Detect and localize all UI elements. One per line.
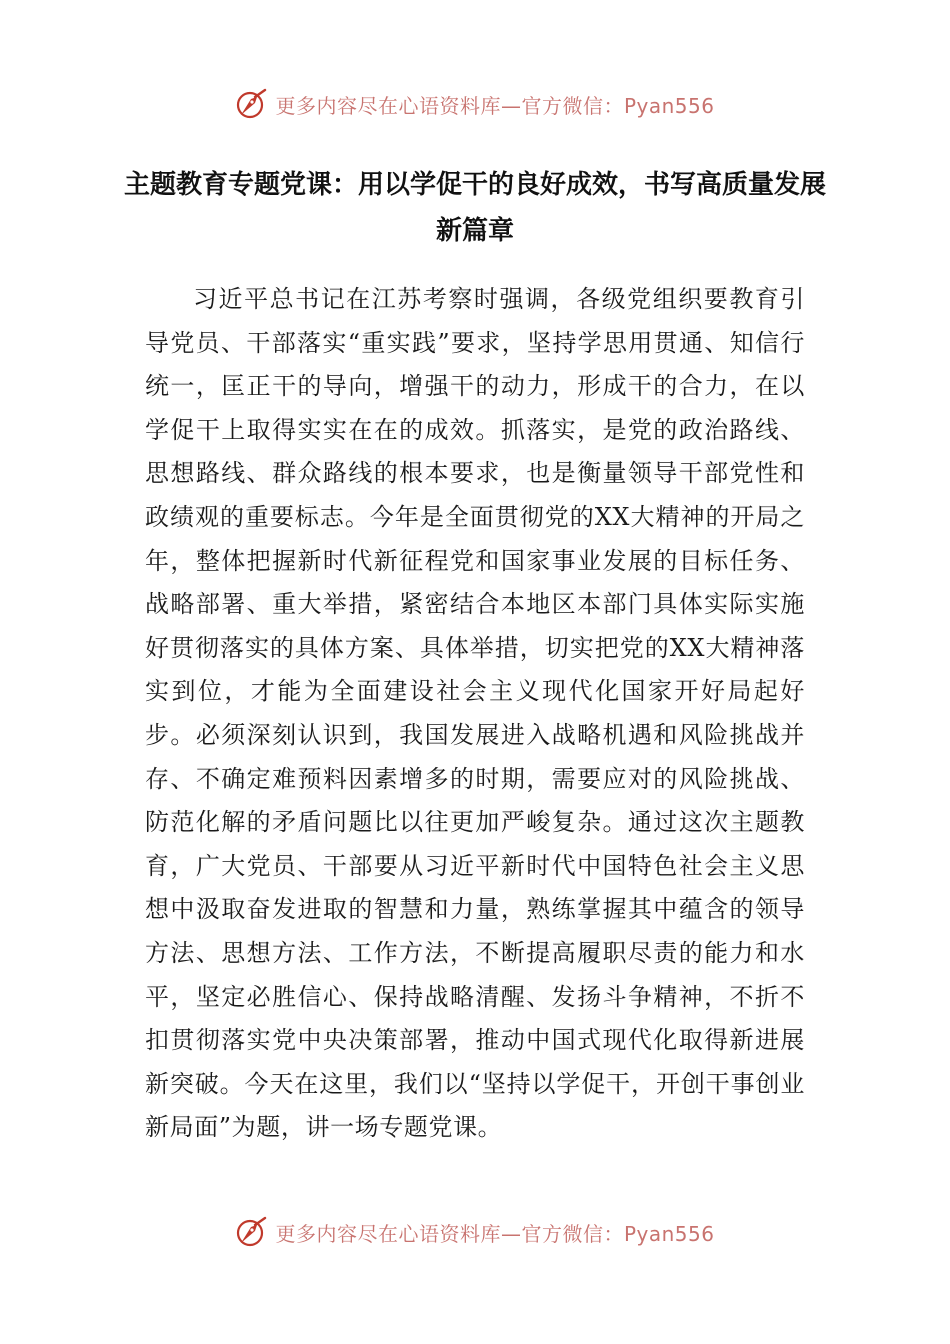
document-title: 主题教育专题党课：用以学促干的良好成效，书写高质量发展新篇章 bbox=[123, 170, 826, 246]
watermark-banner-top bbox=[0, 84, 950, 124]
pen-nib-circle-logo-icon bbox=[235, 1215, 269, 1249]
watermark-text: 更多内容尽在心语资料库—官方微信：Pyan556 bbox=[275, 1221, 715, 1246]
watermark-text: 更多内容尽在心语资料库—官方微信：Pyan556 bbox=[275, 93, 715, 118]
body-paragraph: 习近平总书记在江苏考察时强调，各级党组织要教育引导党员、干部落实“重实践”要求，坚持学思用贯通、知信行统一，匡正干的导向，增强干的动力，形成干的合力，在以学促干上取得实实在在的成效。抓落实，是党的政治路线、思想路线、群众路线的根本要求，也是衡量领导干部党性和政绩观的重要标志。今年是全面贯彻党的XX大精神的开局之年，整体把握新时代新征程党和国家事业发展的目标任务、战略部署、重大举措，紧密结合本地区本部门具体实际实施好贯彻落实的具体方案、具体举措，切实把党的XX大精神落实到位，才能为全面建设社会主义现代化国家开好局起好步。必须深刻认识到，我国发展进入战略机遇和风险挑战并存、不确定难预料因素增多的时期，需要应对的风险挑战、防范化解的矛盾问题比以往更加严峻复杂。通过这次主题教育，广大党员、干部要从习近平新时代中国特色社会主义思想中汲取奋发进取的智慧和力量，熟练掌握其中蕴含的领导方法、思想方法、工作方法，不断提高履职尽责的能力和水平，坚定必胜信心、保持战略清醒、发扬斗争精神，不折不扣贯彻落实党中央决策部署，推动中国式现代化取得新进展新突破。今天在这里，我们以“坚持以学促干，开创干事创业新局面”为题，讲一场专题党课。 bbox=[145, 285, 805, 1142]
pen-nib-circle-logo-icon bbox=[235, 87, 269, 121]
watermark-banner-bottom bbox=[0, 1212, 950, 1252]
